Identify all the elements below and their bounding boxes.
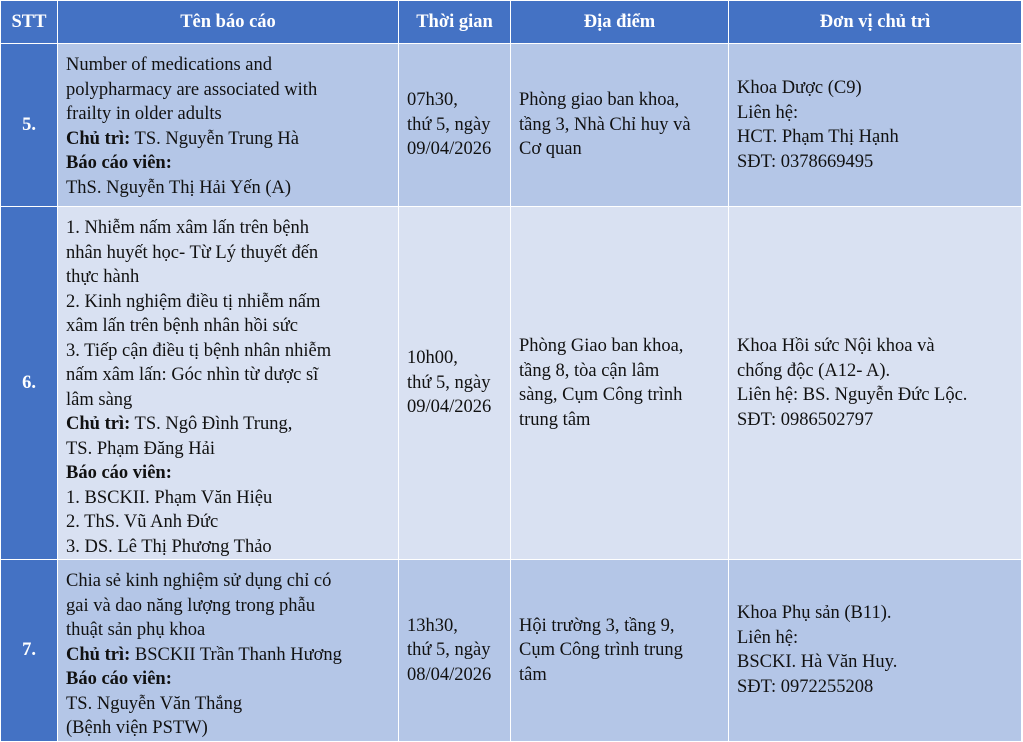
speaker-name: TS. Nguyễn Văn Thắng [66,693,243,714]
location-line: Cụm Công trình trung [519,640,683,660]
time-line: 10h00, [407,348,458,369]
table-row [1,560,1022,742]
time-line: 08/04/2026 [407,664,492,685]
unit-cell [729,44,1022,207]
speaker-label: Báo cáo viên: [66,153,172,173]
location-cell [511,207,729,560]
location-line: tầng 3, Nhà Chỉ huy và [519,114,691,135]
location-line: trung tâm [519,409,591,430]
report-title-line: polypharmacy are associated with [66,79,318,100]
time-line: 09/04/2026 [407,139,492,160]
report-title-line: xâm lấn trên bệnh nhân hồi sức [66,316,298,336]
report-title-line: Chia sẻ kinh nghiệm sử dụng chỉ có [66,571,332,591]
speaker-label: Báo cáo viên: [66,463,172,483]
report-title-line: gai và dao năng lượng trong phẫu [66,595,315,616]
report-title-line: 2. Kinh nghiệm điều tị nhiễm nấm [66,291,321,312]
unit-line: chống độc (A12- A). [737,360,891,381]
location-cell [511,44,729,207]
time-line: thứ 5, ngày [407,372,491,393]
report-title-line: thực hành [66,267,140,287]
location-line: Phòng Giao ban khoa, [519,336,684,356]
report-title-line: Number of medications and [66,55,273,75]
unit-line: Khoa Hồi sức Nội khoa và [737,336,935,356]
time-line: thứ 5, ngày [407,640,491,660]
time-line: thứ 5, ngày [407,114,491,135]
speaker-name: (Bệnh viện PSTW) [66,718,208,738]
report-title-line: nấm xâm lấn: Góc nhìn từ dược sĩ [66,365,319,385]
header-unit: Đơn vị chủ trì [729,1,1022,44]
report-title-line: 1. Nhiễm nấm xâm lấn trên bệnh [66,218,310,238]
unit-line: BSCKI. Hà Văn Huy. [737,652,898,673]
location-line: Hội trường 3, tầng 9, [519,615,675,636]
report-cell [58,44,399,207]
report-cell [58,560,399,742]
chair-line [66,412,390,437]
chair-name: TS. Nguyễn Trung Hà [130,128,299,149]
unit-line: HCT. Phạm Thị Hạnh [737,127,899,147]
time-line: 13h30, [407,615,458,636]
speaker-name: ThS. Nguyễn Thị Hải Yến (A) [66,177,292,198]
header-stt: STT [1,1,58,44]
header-time: Thời gian [399,1,511,44]
location-cell [511,560,729,742]
header-row [1,1,1022,44]
row-number: 6. [1,207,58,560]
speaker-name: 1. BSCKII. Phạm Văn Hiệu [66,487,273,508]
unit-line: Liên hệ: BS. Nguyễn Đức Lộc. [737,385,968,405]
location-line: Cơ quan [519,139,582,160]
row-number: 5. [1,44,58,207]
speaker-label: Báo cáo viên: [66,669,172,689]
report-cell [58,207,399,560]
location-line: tầng 8, tòa cận lâm [519,360,660,381]
time-line: 09/04/2026 [407,397,492,418]
unit-cell [729,560,1022,742]
location-line: Phòng giao ban khoa, [519,90,680,111]
header-location: Địa điểm [511,1,729,44]
chair-name: TS. Phạm Đăng Hải [66,438,216,459]
unit-line: SĐT: 0986502797 [737,409,874,430]
report-title-line: lâm sàng [66,389,133,410]
chair-line [66,643,390,668]
chair-label: Chủ trì: [66,644,131,665]
time-cell [399,44,511,207]
speaker-name: 2. ThS. Vũ Anh Đức [66,512,219,532]
report-title-line: 3. Tiếp cận điều tị bệnh nhân nhiễm [66,340,332,361]
time-line: 07h30, [407,90,458,111]
chair-name: TS. Ngô Đình Trung, [130,414,293,434]
report-title-line: nhân huyết học- Từ Lý thuyết đến [66,242,319,263]
speaker-name: 3. DS. Lê Thị Phương Thảo [66,536,272,557]
table-row [1,44,1022,207]
unit-line: Khoa Dược (C9) [737,78,862,98]
chair-label: Chủ trì: [66,128,131,149]
time-cell [399,207,511,560]
unit-cell [729,207,1022,560]
unit-line: SĐT: 0378669495 [737,151,874,172]
chair-line [66,127,390,152]
location-line: tâm [519,664,547,685]
table-row [1,207,1022,560]
unit-line: Liên hệ: [737,627,799,648]
time-cell [399,560,511,742]
row-number: 7. [1,560,58,742]
report-title-line: frailty in older adults [66,104,222,124]
unit-line: Liên hệ: [737,102,799,123]
chair-name: BSCKII Trần Thanh Hương [130,644,342,665]
chair-label: Chủ trì: [66,414,131,434]
unit-line: SĐT: 0972255208 [737,676,874,697]
header-title: Tên báo cáo [58,1,399,44]
report-title-line: thuật sản phụ khoa [66,620,206,640]
location-line: sàng, Cụm Công trình [519,385,683,405]
unit-line: Khoa Phụ sản (B11). [737,603,892,624]
